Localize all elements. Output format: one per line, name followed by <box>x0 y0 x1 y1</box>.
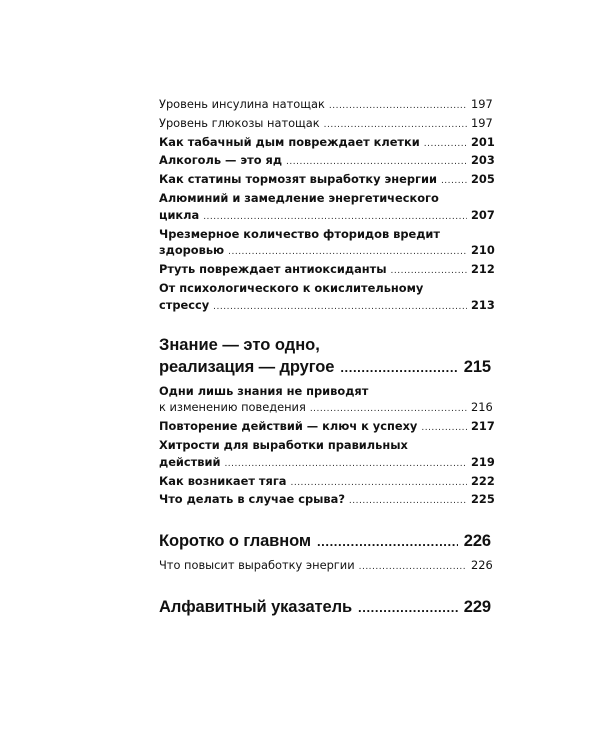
toc-entry-page: 197 <box>471 115 493 130</box>
toc-entry-aluminum[interactable] <box>159 190 495 226</box>
toc-entry-page: 213 <box>471 297 495 312</box>
toc-section-page: 215 <box>463 357 491 376</box>
dot-leader <box>441 173 467 190</box>
toc-entry-alcohol[interactable] <box>159 152 495 171</box>
dot-leader <box>203 209 467 226</box>
toc-entry-page: 226 <box>471 558 493 573</box>
toc-entry-title-line2: стрессу <box>159 297 210 312</box>
toc-entry-page: 205 <box>471 172 495 187</box>
toc-entry-title: Повторение действий — ключ к успеху <box>159 419 418 434</box>
dot-leader <box>424 136 467 153</box>
toc-entry-page: 222 <box>471 473 495 488</box>
toc-entry-page: 207 <box>471 207 495 222</box>
dot-leader <box>224 456 467 473</box>
dot-leader <box>324 117 467 134</box>
table-of-contents <box>159 96 495 619</box>
toc-section-page: 229 <box>463 597 491 616</box>
toc-entry-page: 197 <box>471 97 493 111</box>
toc-entry-repetition[interactable] <box>159 418 495 437</box>
dot-leader <box>349 493 467 510</box>
toc-entry-title-line2: к изменению поведения <box>159 400 306 415</box>
toc-entry-page: 212 <box>471 262 495 277</box>
toc-entry-title-line2: действий <box>159 454 221 469</box>
toc-section-title: Коротко о главном <box>159 532 311 551</box>
dot-leader <box>310 401 467 418</box>
toc-entry-title: Уровень инсулина натощак <box>159 97 325 111</box>
dot-leader <box>286 154 467 171</box>
toc-entry-title-line1: От психологического к окислительному <box>159 280 424 295</box>
toc-entry-title-line2: здоровью <box>159 243 225 258</box>
toc-entry-page: 219 <box>471 454 495 469</box>
toc-entry-title-line1: Хитрости для выработки правильных <box>159 437 408 452</box>
toc-entry-tricks[interactable] <box>159 437 495 473</box>
toc-entry-energy-boost[interactable] <box>159 557 491 576</box>
toc-entry-title: Как возникает тяга <box>159 473 287 488</box>
toc-entry-page: 217 <box>471 419 495 434</box>
dot-leader <box>359 559 467 576</box>
toc-entry-title: Как статины тормозят выработку энергии <box>159 172 437 187</box>
toc-entry-page: 210 <box>471 243 495 258</box>
toc-entry-title: Что повысит выработку энергии <box>159 558 355 573</box>
toc-entry-fluoride[interactable] <box>159 226 495 262</box>
toc-entry-glucose[interactable] <box>159 115 491 134</box>
toc-entry-title-line1: Алюминий и замедление энергетического <box>159 190 439 205</box>
toc-section-index[interactable] <box>159 596 491 619</box>
toc-entry-page: 216 <box>471 400 493 415</box>
toc-entry-page: 201 <box>471 134 495 149</box>
dot-leader <box>340 357 457 379</box>
toc-entry-craving[interactable] <box>159 473 495 492</box>
dot-leader <box>317 531 458 553</box>
dot-leader <box>421 420 467 437</box>
dot-leader <box>358 597 458 619</box>
dot-leader <box>391 263 467 280</box>
toc-entry-insulin[interactable] <box>159 96 491 115</box>
dot-leader <box>290 475 467 492</box>
dot-leader <box>228 244 467 261</box>
spacer <box>159 510 491 530</box>
toc-entry-knowledge-behavior[interactable] <box>159 383 491 419</box>
toc-entry-title-line1: Одни лишь знания не приводят <box>159 383 369 398</box>
toc-section-title-line1: Знание — это одно, <box>159 335 320 354</box>
toc-entry-title-line2: цикла <box>159 207 200 222</box>
toc-entry-statins[interactable] <box>159 171 495 190</box>
toc-entry-page: 225 <box>471 492 495 507</box>
toc-entry-title: Ртуть повреждает антиоксиданты <box>159 262 387 277</box>
toc-entry-title: Как табачный дым повреждает клетки <box>159 134 420 149</box>
toc-entry-stress[interactable] <box>159 280 495 316</box>
toc-entry-title-line1: Чрезмерное количество фторидов вредит <box>159 226 440 241</box>
toc-section-title-line2: реализация — другое <box>159 357 335 376</box>
toc-section-summary[interactable] <box>159 530 491 553</box>
toc-entry-mercury[interactable] <box>159 261 495 280</box>
toc-section-title: Алфавитный указатель <box>159 597 353 616</box>
toc-section-knowledge[interactable] <box>159 334 491 379</box>
toc-section-page: 226 <box>463 532 491 551</box>
toc-entry-relapse[interactable] <box>159 491 495 510</box>
toc-entry-title: Что делать в случае срыва? <box>159 492 345 507</box>
spacer <box>159 316 491 334</box>
toc-entry-title: Алкоголь — это яд <box>159 153 283 168</box>
toc-entry-page: 203 <box>471 153 495 168</box>
dot-leader <box>329 98 467 115</box>
dot-leader <box>213 299 467 316</box>
toc-entry-tobacco[interactable] <box>159 134 495 153</box>
toc-entry-title: Уровень глюкозы натощак <box>159 115 320 130</box>
spacer <box>159 576 491 596</box>
